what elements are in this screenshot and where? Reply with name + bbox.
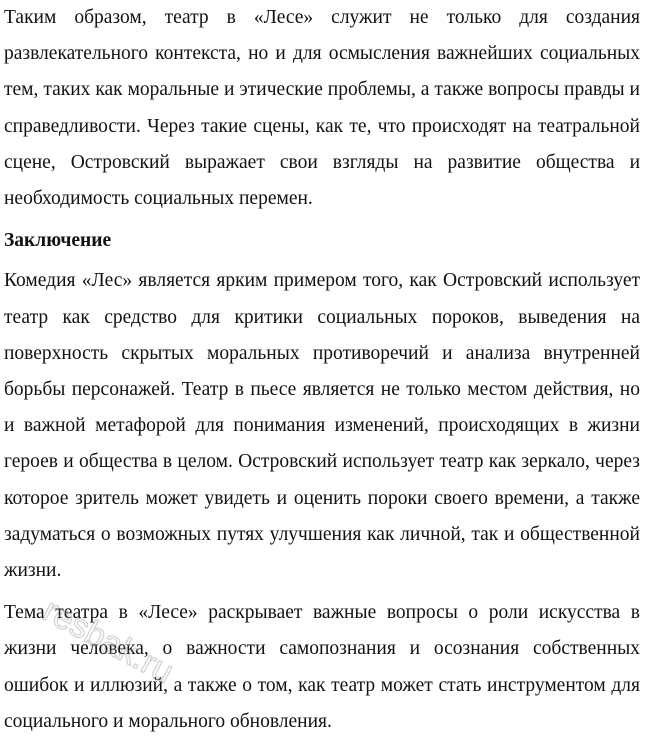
section-heading-conclusion: Заключение [4, 230, 112, 252]
paragraph-conclusion: Комедия «Лес» является ярким примером того, как Островский использует театр как средство для критики социальных пороков, выведения на поверхность скрытых моральных противоречий и анализа внутренней борьбы персонажей. Театр в пьесе является не только местом действия, но и важной метафорой для понимания изменений, происходящих в жизни героев и общества в целом. Островский использует театр как зеркало, через которое зритель может увидеть и оценить пороки своего времени, а также задуматься о возможных путях улучшения как личной, так и общественной жизни. [4, 270, 640, 582]
document-body [4, 0, 640, 740]
paragraph-theatre-role: Таким образом, театр в «Лесе» служит не только для создания развлекательного контекста, но и для осмысления важнейших социальных тем, таких как моральные и этические проблемы, а также вопросы правды и справедливости. Через такие сцены, как те, что происходят на театральной сцене, Островский выражает свои взгляды на развитие общества и необходимость социальных перемен. [4, 7, 640, 210]
watermark-text: resbak.ru [36, 591, 180, 692]
paragraph-theatre-theme: Тема театра в «Лесе» раскрывает важные вопросы о роли искусства в жизни человека, о важности самопознания и осознания собственных ошибок и иллюзий, а также о том, как театр может стать инструментом для социального и морального обновления. [4, 602, 640, 732]
